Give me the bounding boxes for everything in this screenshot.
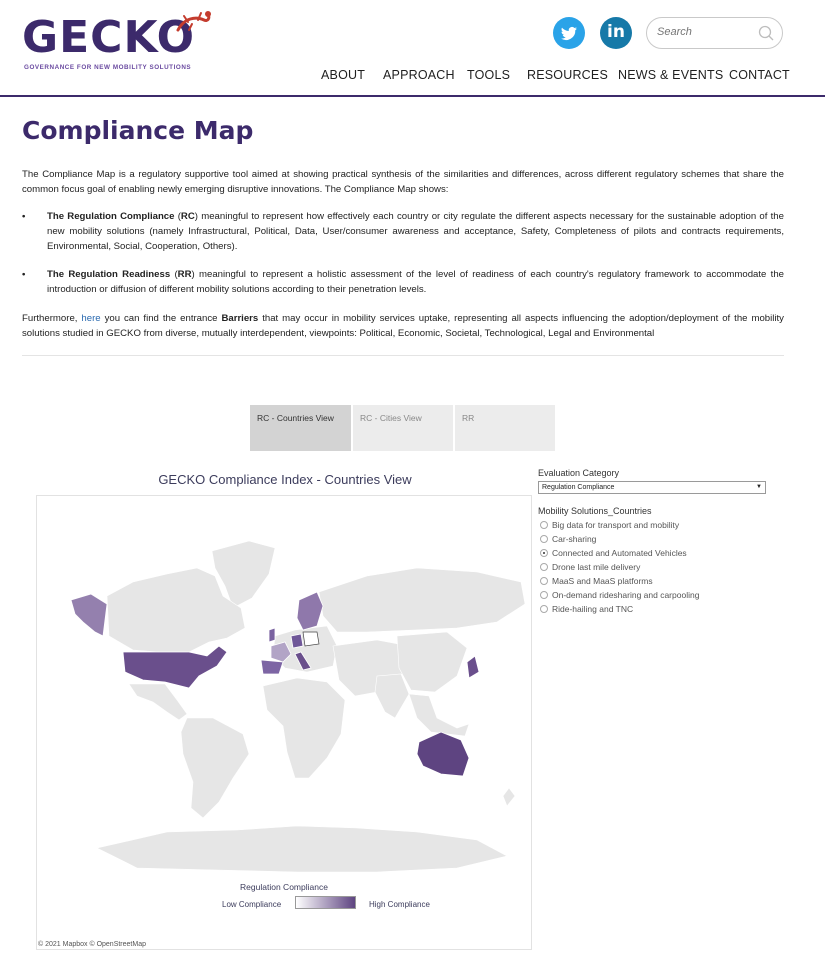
nav-contact[interactable]: CONTACT [729, 68, 790, 82]
map-germany [291, 634, 303, 648]
legend-low-label: Low Compliance [222, 900, 282, 909]
linkedin-icon: in [607, 22, 625, 42]
map-africa [263, 678, 345, 778]
map-poland [303, 632, 319, 646]
map-alaska [71, 594, 107, 636]
nav-about[interactable]: ABOUT [321, 68, 366, 82]
twitter-icon [553, 17, 585, 49]
legend-high-label: High Compliance [369, 900, 430, 909]
map-new-zealand [503, 788, 515, 806]
map-japan [467, 656, 479, 678]
nav-news-events[interactable]: NEWS & EVENTS [618, 68, 724, 82]
map-australia [417, 732, 469, 776]
select-value: Regulation Compliance [542, 484, 615, 491]
map-russia [319, 568, 525, 632]
logo-tagline: GOVERNANCE FOR NEW MOBILITY SOLUTIONS [24, 64, 192, 71]
radio-button[interactable] [540, 563, 548, 571]
bullet-strong: The Regulation Readiness [47, 269, 171, 280]
map-china [397, 632, 467, 692]
map-title: GECKO Compliance Index - Countries View [158, 472, 412, 487]
map-south-america [181, 718, 249, 818]
radio-button[interactable] [540, 521, 548, 529]
twitter-button[interactable] [553, 17, 585, 49]
map-mexico [129, 684, 187, 720]
linkedin-button[interactable] [600, 17, 632, 49]
bullet-dot: • [22, 211, 26, 222]
content-divider [22, 355, 784, 356]
header-divider [0, 95, 825, 97]
bullet-regulation-readiness: • The Regulation Readiness (RR) meaningful to represent a holistic assessment of the level of readiness of each country's regulatory framework to accommodate the introduction or diffusion of different mobility solutions according to their penetration levels. [22, 269, 784, 295]
radio-button[interactable] [540, 591, 548, 599]
legend-title: Regulation Compliance [240, 882, 328, 892]
logo-wordmark: GECKO [22, 12, 195, 63]
radio-button[interactable] [540, 535, 548, 543]
nav-tools[interactable]: TOOLS [467, 68, 511, 82]
main-nav [0, 68, 825, 84]
chevron-down-icon: ▼ [756, 484, 762, 490]
search-box[interactable] [646, 17, 783, 49]
map-usa [123, 646, 227, 688]
map-india [375, 674, 409, 718]
evaluation-category-select[interactable] [538, 481, 766, 494]
map-antarctica [97, 826, 507, 872]
barriers-paragraph: Furthermore, here you can find the entrance Barriers that may occur in mobility services uptake, representing all aspects influencing the adoption/deployment of the mobility solutions studied in GECKO from diverse, mutually interdependent, viewpoints: Political, Economic, Societal, Technological, Legal and Environmental [22, 313, 784, 339]
tab-rc-countries-view[interactable]: RC - Countries View [250, 405, 351, 451]
map-credits[interactable]: © 2021 Mapbox © OpenStreetMap [38, 941, 146, 948]
bullet-dot: • [22, 269, 26, 280]
radio-button-selected[interactable] [540, 549, 548, 557]
map-legend [36, 882, 532, 922]
gecko-lizard-icon [170, 10, 214, 36]
mobility-solutions-label: Mobility Solutions_Countries [538, 506, 652, 516]
tab-rc-cities-view[interactable]: RC - Cities View [353, 405, 453, 451]
search-icon[interactable] [758, 25, 774, 41]
nav-approach[interactable]: APPROACH [383, 68, 455, 82]
bullet-strong: The Regulation Compliance [47, 211, 175, 222]
radio-button[interactable] [540, 577, 548, 585]
search-input[interactable] [657, 26, 752, 38]
legend-gradient-bar [295, 896, 356, 909]
gecko-logo[interactable] [22, 10, 212, 72]
evaluation-category-label: Evaluation Category [538, 468, 620, 478]
tab-rr[interactable]: RR [455, 405, 555, 451]
page-title: Compliance Map [22, 116, 254, 145]
nav-resources[interactable]: RESOURCES [527, 68, 608, 82]
intro-paragraph: The Compliance Map is a regulatory supportive tool aimed at showing practical synthesis of the similarities and differences, across different regulatory schemes that share the common focus goal of enabling newly emerging disruptive innovations. The Compliance Map shows: [22, 169, 784, 195]
bullet-regulation-compliance: • The Regulation Compliance (RC) meaningful to represent how effectively each country or city regulate the different aspects necessary for the sustainable adoption of the new mobility solutions (namely Infrastructural, Political, Data, User/consumer awareness and acceptance, Safety, Completeness of pilots and contracts requirements, Environmental, Social, Cooperation, Others). [22, 211, 784, 252]
radio-button[interactable] [540, 605, 548, 613]
map-scandinavia [297, 592, 323, 630]
map-southeast-asia [409, 694, 469, 736]
map-spain [261, 660, 283, 674]
map-uk [269, 628, 275, 642]
barriers-link[interactable]: here [81, 313, 101, 324]
